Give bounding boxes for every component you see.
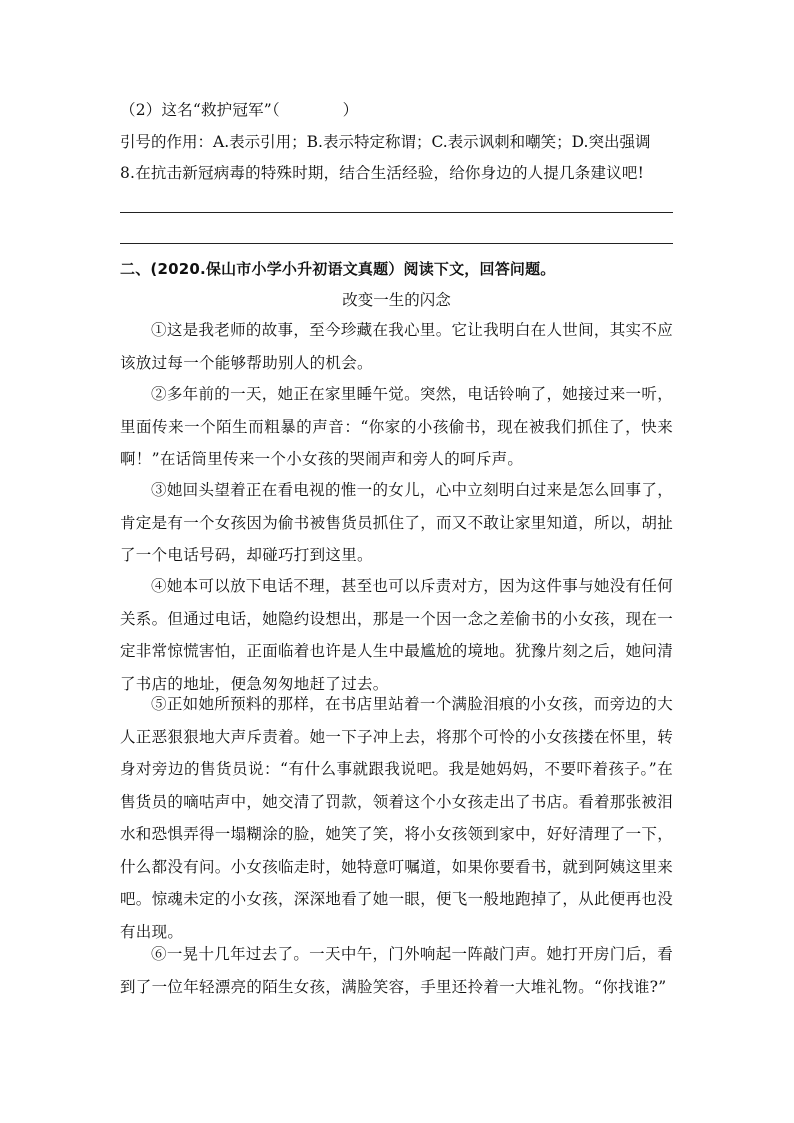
paragraph-2: ②多年前的一天，她正在家里睡午觉。突然，电话铃响了，她接过来一听，里面传来一个陌生而粗暴的声音：“你家的小孩偷书，现在被我们抓住了，快来啊！”在话筒里传来一个小女孩的哭闹声和旁人的呵斥声。 (120, 385, 673, 468)
answer-line-2[interactable] (120, 243, 673, 244)
section-heading: 二、(2020.保山市小学小升初语文真题）阅读下文，回答问题。 (120, 260, 556, 278)
question-8-line: 8.在抗击新冠病毒的特殊时期，结合生活经验，给你身边的人提几条建议吧! (120, 164, 645, 182)
paragraph-1: ①这是我老师的故事，至今珍藏在我心里。它让我明白在人世间，其实不应该放过每一个能够帮助别人的机会。 (120, 321, 673, 372)
answer-line-1[interactable] (120, 212, 673, 213)
question-2-line: （2）这名“救护冠军”（ ） (120, 101, 359, 119)
paragraph-4: ④她本可以放下电话不理，甚至也可以斥责对方，因为这件事与她没有任何关系。但通过电话，她隐约设想出，那是一个因一念之差偷书的小女孩，现在一定非常惊慌害怕，正面临着也许是人生中最尴尬的境地。犹豫片刻之后，她问清了书店的地址，便急匆匆地赶了过去。 (120, 577, 674, 693)
paragraph-6: ⑥一晃十几年过去了。一天中午，门外响起一阵敲门声。她打开房门后，看到了一位年轻漂亮的陌生女孩，满脸笑容，手里还拎着一大堆礼物。“你找谁?” (120, 945, 673, 996)
paragraph-3: ③她回头望着正在看电视的惟一的女儿，心中立刻明白过来是怎么回事了，肯定是有一个女孩因为偷书被售货员抓住了，而又不敢让家里知道，所以，胡扯了一个电话号码，却碰巧打到这里。 (120, 481, 674, 564)
paragraph-5: ⑤正如她所预料的那样，在书店里站着一个满脸泪痕的小女孩，而旁边的大人正恶狠狠地大声斥责着。她一下子冲上去，将那个可怜的小女孩搂在怀里，转身对旁边的售货员说：“有什么事就跟我说吧。我是她妈妈，不要吓着孩子。”在售货员的嘀咕声中，她交清了罚款，领着这个小女孩走出了书店。看着那张被泪水和恐惧弄得一塌糊涂的脸，她笑了笑，将小女孩领到家中，好好清理了一下，什么都没有问。小女孩临走时，她特意叮嘱道，如果你要看书，就到阿姨这里来吧。惊魂未定的小女孩，深深地看了她一眼，便飞一般地跑掉了，从此便再也没有出现。 (120, 695, 674, 941)
article-title: 改变一生的闪念 (342, 291, 451, 309)
quotation-options-line: 引号的作用：A.表示引用；B.表示特定称谓；C.表示讽刺和嘲笑；D.突出强调 (120, 133, 651, 151)
